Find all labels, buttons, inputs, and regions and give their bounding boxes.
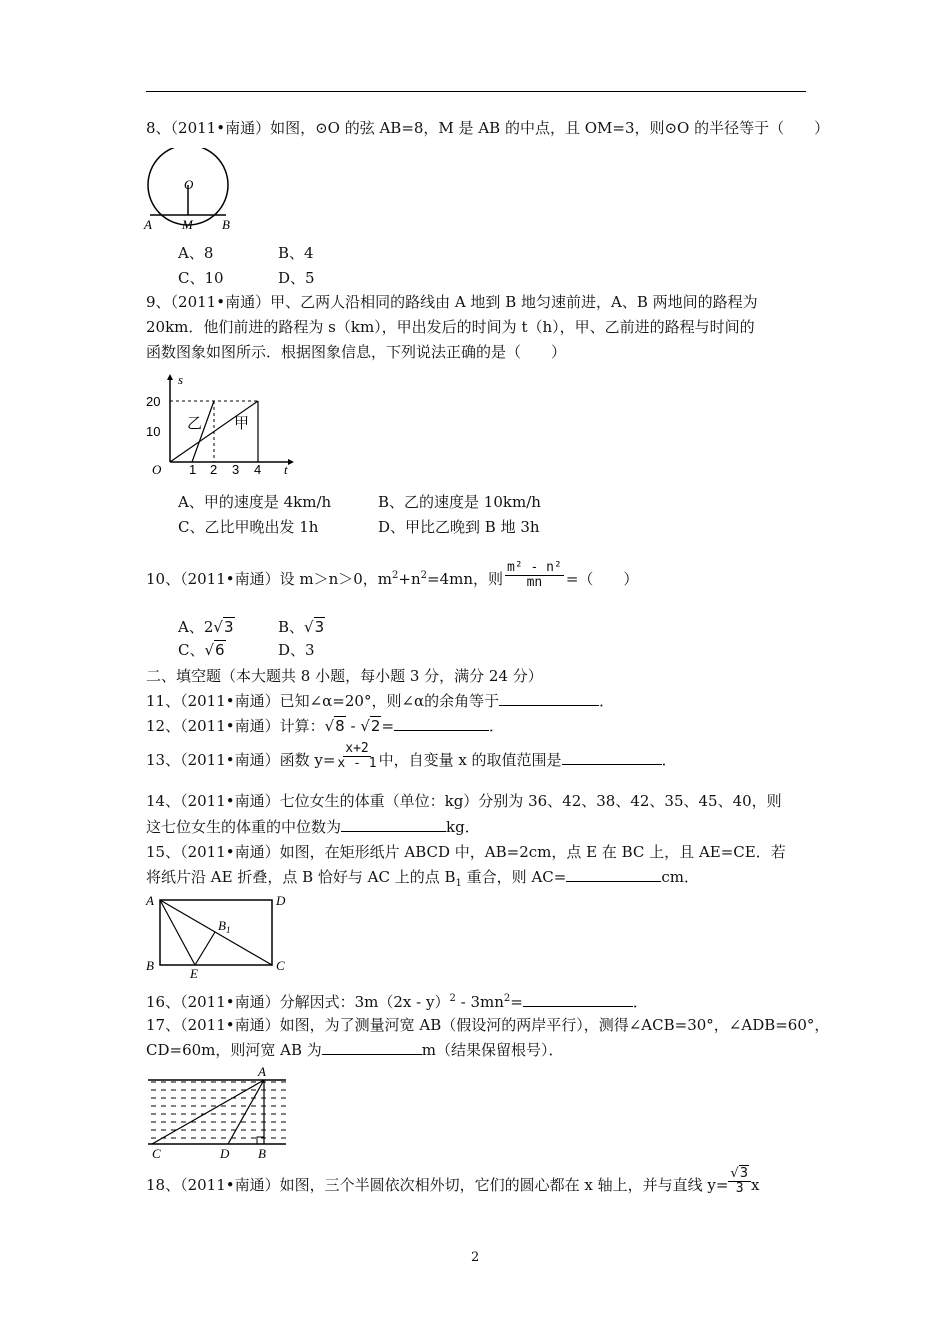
q17-label-a: A [258, 1064, 266, 1079]
q17-answer-blank[interactable] [322, 1040, 422, 1055]
q14-line-1: 14、（2011•南通）七位女生的体重（单位：kg）分别为 36、42、38、42、35、45、40，则 [146, 792, 782, 810]
q17-label-c: C [152, 1146, 161, 1161]
q8-label-b: B [222, 217, 230, 232]
q13-fraction: $\frac{x+2}{x - 1}$ [337, 740, 377, 771]
q14-answer-blank[interactable] [341, 817, 446, 832]
q17-label-d: D [220, 1146, 230, 1161]
q9-label-yi: 乙 [187, 414, 203, 432]
q9-label-x4: 4 [254, 462, 262, 477]
q15-label-b: B [146, 958, 154, 973]
q15-label-c: C [276, 958, 285, 973]
q13-stem: 13、（2011•南通）函数 y= $\frac{x+2}{x - 1}$ 中，自变量 x 的取值范围是 ． [146, 740, 677, 771]
q18-stem: 18、（2011•南通）如图，三个半圆依次相外切，它们的圆心都在 x 轴上，并与直线 y= $\frac{√3}{3}$ x [146, 1165, 760, 1196]
q15-figure [140, 890, 300, 978]
q15-line-1: 15、（2011•南通）如图，在矩形纸片 ABCD 中，AB=2cm，点 E 在 BC 上，且 AE=CE．若 [146, 843, 786, 861]
q9-stem-1: 9、（2011•南通）甲、乙两人沿相同的路线由 A 地到 B 地匀速前进，A、B 两地间的路程为 [146, 293, 758, 311]
q9-label-t: t [284, 462, 288, 477]
q10-option-a: A、2√3 [178, 618, 234, 636]
q9-stem-3: 函数图象如图所示．根据图象信息，下列说法正确的是（ ） [146, 343, 567, 361]
q9-option-d: D、甲比乙晚到 B 地 3h [378, 518, 540, 536]
q8-label-o: O [184, 177, 194, 192]
q8-figure [140, 148, 240, 234]
q9-option-a: A、甲的速度是 4km/h [178, 493, 332, 511]
q9-option-c: C、乙比甲晚出发 1h [178, 518, 319, 536]
q15-line-2: 将纸片沿 AE 折叠，点 B 恰好与 AC 上的点 $B_1$ 重合，则 AC= cm． [146, 868, 699, 889]
q8-option-b: B、4 [278, 244, 314, 262]
q11-stem: 11、（2011•南通）已知∠α=20°，则∠α的余角等于 ． [146, 692, 615, 710]
q16-stem: 16、（2011•南通）分解因式：$3m(2x - y)^2 - 3mn^2=$ ． [146, 993, 648, 1011]
q10-option-b: B、√3 [278, 618, 325, 636]
q14-line-2: 这七位女生的体重的中位数为 kg． [146, 818, 480, 836]
q15-label-e: E [190, 966, 198, 978]
q9-label-s: s [178, 372, 184, 387]
q18-fraction: $\frac{√3}{3}$ [728, 1167, 751, 1196]
q8-option-a: A、8 [178, 244, 214, 262]
q9-label-x3: 3 [232, 462, 240, 477]
q15-answer-blank[interactable] [566, 867, 661, 882]
q9-label-o: O [152, 462, 162, 477]
q9-label-jia: 甲 [234, 414, 250, 432]
q8-stem: 8、（2011•南通）如图，⊙O 的弦 AB=8，M 是 AB 的中点，且 OM=3，则⊙O 的半径等于（ ） [146, 119, 830, 137]
q17-line-1: 17、（2011•南通）如图，为了测量河宽 AB（假设河的两岸平行），测得∠ACB=30°，∠ADB=60°， [146, 1016, 830, 1034]
q8-option-d: D、5 [278, 269, 315, 287]
q9-stem-2: 20km．他们前进的路程为 s（km），甲出发后的时间为 t（h），甲、乙前进的路程与时间的 [146, 318, 755, 336]
header-rule [146, 91, 806, 92]
q8-option-c: C、10 [178, 269, 224, 287]
q9-label-10: 10 [146, 424, 161, 439]
q10-fraction: $\frac{\text{m² - n²}}{mn}$ [507, 559, 562, 590]
q10-option-c: C、√6 [178, 641, 225, 659]
q8-label-m: M [182, 217, 193, 232]
q12-answer-blank[interactable] [394, 716, 489, 731]
q9-label-x1: 1 [189, 462, 197, 477]
q10-option-d: D、3 [278, 641, 315, 659]
q15-label-b1: $B_1$ [218, 918, 231, 935]
q15-label-a: A [146, 893, 154, 908]
section-2-heading: 二、填空题（本大题共 8 小题，每小题 3 分，满分 24 分） [146, 667, 543, 685]
page-number: 2 [471, 1250, 480, 1265]
q9-label-20: 20 [146, 394, 161, 409]
q10-stem: 10、（2011•南通）设 m＞n＞0，$m^2+n^2=4mn$，则 $\frac{\text{m² - n²}}{mn}$ =（ ） [146, 559, 639, 590]
q15-label-d: D [276, 893, 286, 908]
q9-figure [140, 370, 300, 480]
q12-stem: 12、（2011•南通）计算：√8 - √2= ． [146, 717, 505, 735]
q11-answer-blank[interactable] [499, 691, 599, 706]
q9-option-b: B、乙的速度是 10km/h [378, 493, 541, 511]
q17-label-b: B [258, 1146, 266, 1161]
q17-figure [140, 1062, 290, 1162]
q17-line-2: CD=60m，则河宽 AB 为 m（结果保留根号）． [146, 1041, 564, 1059]
q13-answer-blank[interactable] [562, 750, 662, 765]
q9-label-x2: 2 [210, 462, 218, 477]
q8-label-a: A [144, 217, 152, 232]
q16-answer-blank[interactable] [523, 992, 633, 1007]
